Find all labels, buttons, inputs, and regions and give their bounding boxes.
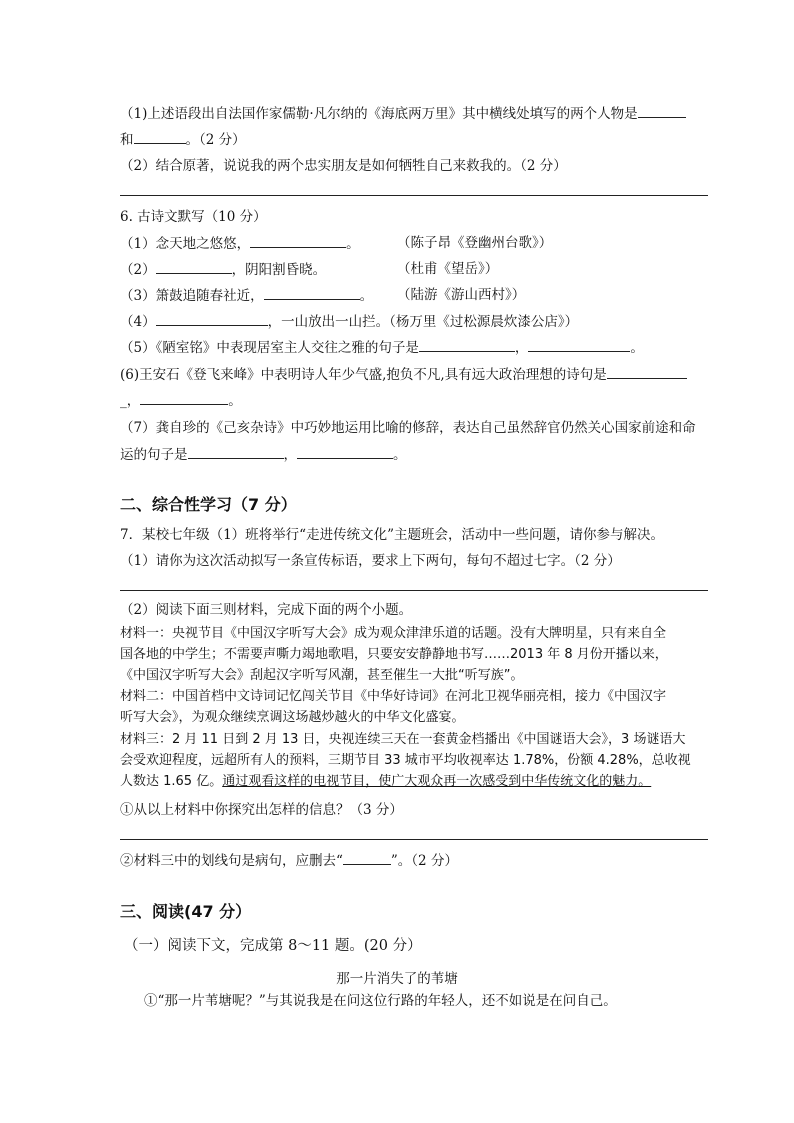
q6-item-3	[120, 286, 373, 305]
q5-sub2: （2）结合原著，说说我的两个忠实朋友是如何牺牲自己来救我的。（2 分）	[120, 158, 567, 174]
answer-blank[interactable]	[607, 365, 687, 379]
answer-blank[interactable]	[264, 286, 360, 300]
q6-item-3-source: （陆游《游山西村》）	[397, 287, 526, 303]
section-3-title: 三、阅读(47 分）	[120, 902, 252, 921]
underlined-sentence: 通过观看这样的电视节目，使广大观众再一次感受到中华传统文化的魅力。	[222, 774, 652, 789]
q6-item-7: （7）龚自珍的《己亥杂诗》中巧妙地运用比喻的修辞，表达自己虽然辞官仍然关心国家前途和命	[120, 420, 696, 436]
answer-blank[interactable]	[140, 391, 228, 405]
q6-item-6-cont	[120, 391, 242, 410]
section-2-title: 二、综合性学习（7 分）	[120, 495, 297, 514]
answer-blank[interactable]	[343, 851, 391, 865]
q7-sub2-b-score: ”。（2 分）	[390, 853, 458, 869]
q5-sub1-line1	[120, 104, 686, 123]
material-3-line1: 材料三：2 月 11 日到 2 月 13 日，央视连续三天在一套黄金档播出《中国谜语大会》，3 场谜语大	[120, 732, 686, 747]
material-1-line3: 《中国汉字听写大会》刮起汉字听写风潮，甚至催生一大批“听写族”。	[120, 668, 524, 683]
answer-blank[interactable]	[156, 260, 232, 274]
answer-blank[interactable]	[297, 445, 393, 459]
q7-sub2-b	[120, 851, 458, 870]
article-paragraph-1: ①“那一片苇塘呢？”与其说我是在问这位行路的年轻人，还不如说是在问自己。	[144, 993, 617, 1009]
q7-sub1: （1）请你为这次活动拟写一条宣传标语，要求上下两句，每句不超过七字。（2 分）	[120, 553, 621, 569]
q6-item-1-source: （陈子昂《登幽州台歌》）	[397, 235, 553, 251]
q5-sub1-line2	[120, 130, 246, 149]
q7-sub2-b-text: ②材料三中的划线句是病句，应删去“	[120, 853, 343, 869]
q6-item-6	[120, 365, 687, 384]
q5-sub1-score: 。（2 分）	[185, 132, 246, 148]
article-title: 那一片消失了的苇塘	[336, 971, 458, 987]
answer-line[interactable]	[120, 590, 708, 591]
answer-blank[interactable]	[188, 445, 284, 459]
q6-item-5	[120, 338, 644, 357]
q6-item-4-text: ，一山放出一山拦。（杨万里《过松源晨炊漆公店》）	[267, 314, 579, 330]
answer-line[interactable]	[120, 839, 708, 840]
q6-item-2-text: ，阴阳割昏晓。	[231, 262, 327, 278]
q6-item-7-cont	[120, 445, 407, 464]
q6-item-4-num: （4）	[120, 314, 156, 330]
material-3-line2: 会受欢迎程度，远超所有人的预料，三期节目 33 城市平均收视率达 1.78%，份额 4.28%，总收视	[120, 753, 691, 768]
q6-item-7-end: 。	[393, 447, 407, 463]
q6-item-7-text: 运的句子是	[120, 447, 188, 463]
q6-item-2-num: （2）	[120, 262, 156, 278]
q6-item-3-end: 。	[359, 288, 374, 304]
q7-stem: 7．某校七年级（1）班将举行“走进传统文化”主题班会，活动中一些问题，请你参与解决。	[120, 527, 664, 543]
q6-item-2	[120, 260, 326, 279]
answer-blank[interactable]	[156, 312, 268, 326]
q6-item-1	[120, 234, 360, 253]
q6-item-6-end: 。	[228, 393, 242, 409]
material-3-text: 人数达 1.65 亿。	[120, 774, 223, 789]
answer-blank[interactable]	[419, 338, 515, 352]
answer-blank[interactable]	[134, 130, 186, 144]
q6-item-5-text: （5）《陋室铭》中表现居室主人交往之雅的句子是	[120, 340, 419, 356]
q6-title: 6. 古诗文默写（10 分）	[120, 209, 267, 225]
q6-item-5-comma: ，	[514, 340, 529, 356]
material-2-line2: 听写大会》，为观众继续烹调这场越炒越火的中华文化盛宴。	[120, 710, 465, 725]
material-3-line3	[120, 773, 651, 791]
material-1-line2: 国各地的中学生；不需要声嘶力竭地歌唱，只要安安静静地书写……2013 年 8 月份开播以来，	[120, 647, 668, 662]
q6-item-6-comma: _，	[120, 393, 141, 409]
q6-item-7-comma: ，	[283, 447, 297, 463]
material-1-line1: 材料一：央视节目《中国汉字听写大会》成为观众津津乐道的话题。没有大牌明星，只有来自全	[120, 626, 667, 641]
answer-blank[interactable]	[250, 234, 346, 248]
reading-part-1: （一）阅读下文，完成第 8～11 题。(20 分）	[124, 938, 422, 954]
q5-sub1-text: （1)上述语段出自法国作家儒勒·凡尔纳的《海底两万里》其中横线处填写的两个人物是	[120, 106, 638, 122]
q6-item-6-text: (6)王安石《登飞来峰》中表明诗人年少气盛,抱负不凡,具有远大政治理想的诗句是	[120, 367, 607, 383]
q7-sub2: （2）阅读下面三则材料，完成下面的两个小题。	[120, 602, 413, 618]
answer-blank[interactable]	[528, 338, 630, 352]
answer-line[interactable]	[120, 195, 708, 196]
q6-item-1-text: （1）念天地之悠悠，	[120, 236, 251, 252]
q6-item-2-source: （杜甫《望岳》）	[397, 261, 499, 277]
q5-sub1-and: 和	[120, 132, 134, 148]
q6-item-4	[120, 312, 578, 331]
answer-blank[interactable]	[638, 104, 686, 118]
q6-item-5-end: 。	[630, 340, 644, 356]
material-2-line1: 材料二：中国首档中文诗词记忆闯关节目《中华好诗词》在河北卫视华丽亮相，接力《中国汉字	[120, 689, 667, 704]
q6-item-1-end: 。	[346, 236, 360, 252]
q6-item-3-text: （3）箫鼓追随春社近，	[120, 288, 264, 304]
q7-sub2-a: ①从以上材料中你探究出怎样的信息？（3 分）	[120, 802, 403, 818]
